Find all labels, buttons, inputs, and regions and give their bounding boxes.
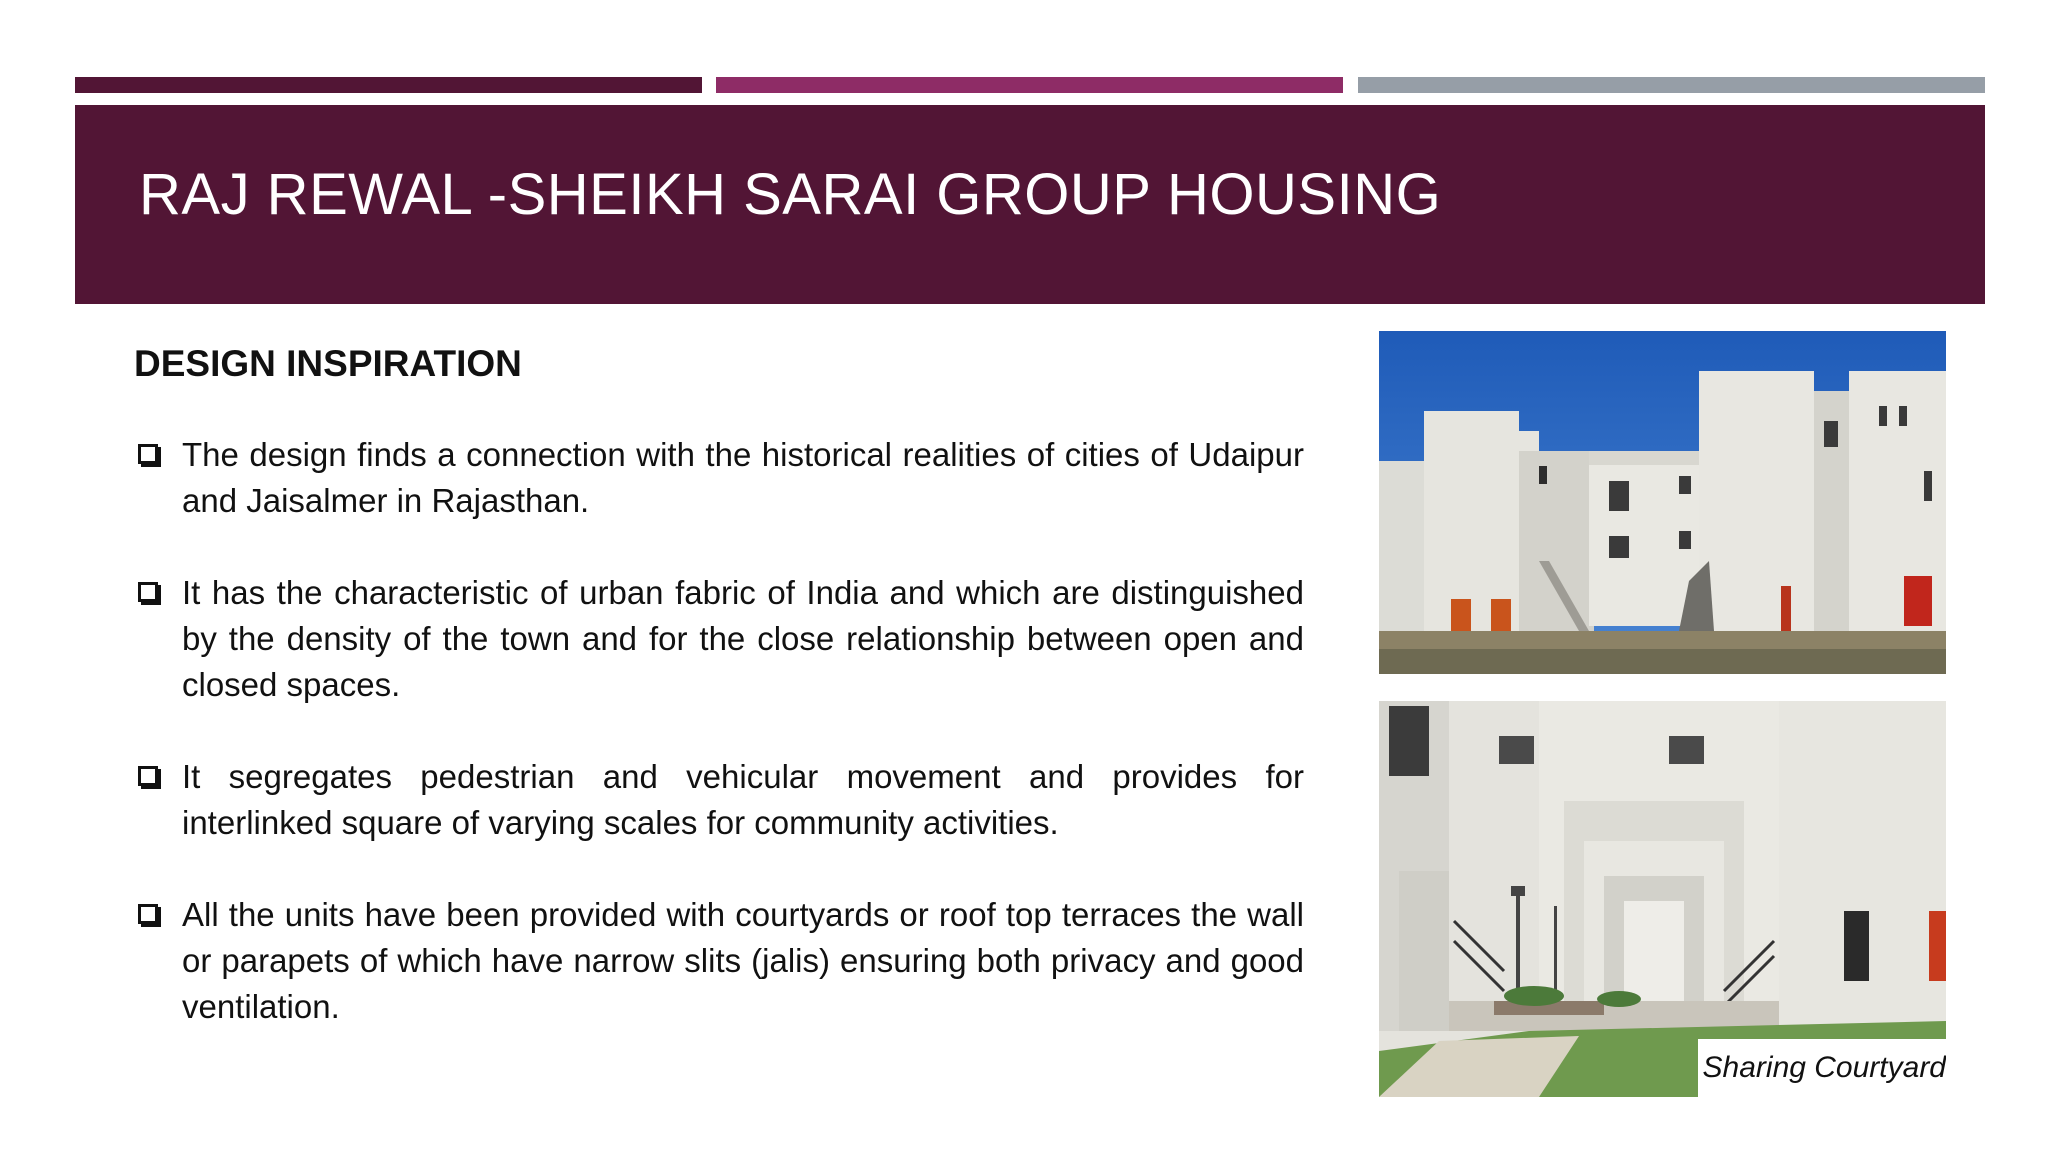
checkbox-icon (138, 444, 158, 464)
bullet-item (134, 432, 1304, 524)
bullet-list (134, 432, 1304, 1076)
bullet-text: It segregates pedestrian and vehicular movement and provides for interlinked square of varying scales for community activities. (182, 758, 1304, 841)
checkbox-icon (138, 582, 158, 602)
bullet-item (134, 570, 1304, 708)
title-band (75, 105, 1985, 304)
bullet-text: All the units have been provided with courtyards or roof top terraces the wall or parapets of which have narrow slits (jalis) ensuring both privacy and good ventilation. (182, 896, 1304, 1025)
accent-bar-magenta (716, 77, 1343, 93)
bullet-text: It has the characteristic of urban fabric of India and which are distinguished by the density of the town and for the close relationship between open and closed spaces. (182, 574, 1304, 703)
photo-caption: Sharing Courtyard (1698, 1039, 1946, 1097)
accent-bar-gray (1358, 77, 1985, 93)
accent-bar-dark (75, 77, 702, 93)
courtyard-photo (1379, 701, 1946, 1097)
section-heading: DESIGN INSPIRATION (134, 343, 522, 384)
checkbox-icon (138, 766, 158, 786)
checkbox-icon (138, 904, 158, 924)
slide-title: RAJ REWAL -SHEIKH SARAI GROUP HOUSING (139, 162, 1442, 227)
bullet-item (134, 754, 1304, 846)
housing-exterior-photo (1379, 331, 1946, 674)
bullet-item (134, 892, 1304, 1030)
bullet-text: The design finds a connection with the historical realities of cities of Udaipur and Jaisalmer in Rajasthan. (182, 436, 1304, 519)
